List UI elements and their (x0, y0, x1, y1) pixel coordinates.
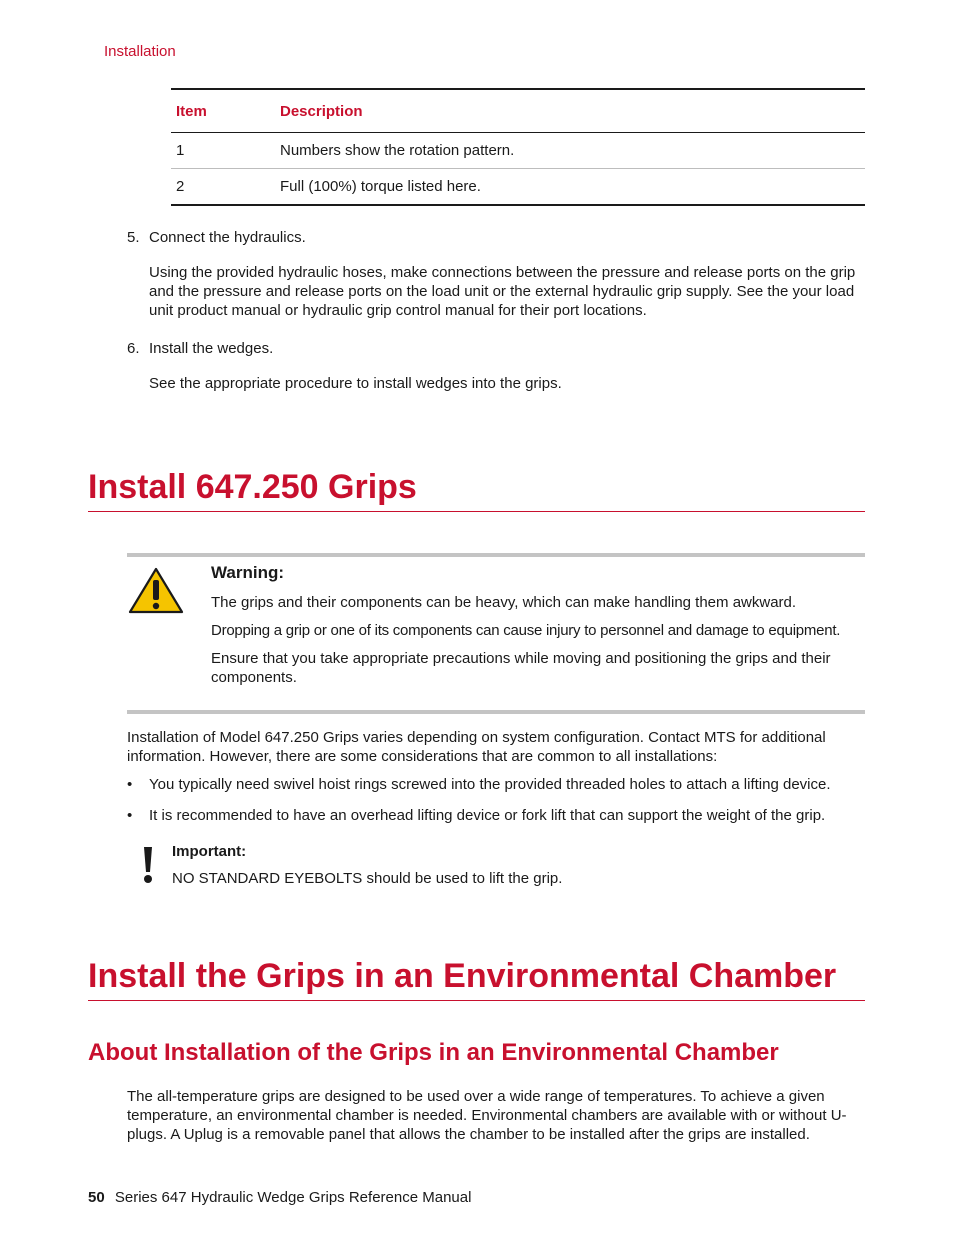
intro-paragraph: Installation of Model 647.250 Grips varies depending on system configuration. Contact MTS for additional information. However, there are some considerations that are common to all installations: (127, 729, 826, 765)
important-text: NO STANDARD EYEBOLTS should be used to lift the grip. (172, 870, 563, 887)
subsection-heading: About Installation of the Grips in an Environmental Chamber (88, 1039, 779, 1066)
table-cell-description: Numbers show the rotation pattern. (280, 142, 515, 159)
manual-title: Series 647 Hydraulic Wedge Grips Reference Manual (114, 1189, 472, 1206)
table-cell-description: Full (100%) torque listed here. (280, 178, 481, 195)
warning-line: The grips and their components can be heavy, which can make handling them awkward. (211, 594, 797, 611)
section-heading-environmental-chamber: Install the Grips in an Environmental Chamber (88, 956, 865, 1001)
list-item-text: You typically need swivel hoist rings screwed into the provided threaded holes to attach a lifting device. (149, 776, 831, 793)
table-cell-item: 1 (176, 142, 185, 159)
step-title: Install the wedges. (149, 340, 274, 357)
bullet-symbol: • (127, 776, 133, 793)
column-header-item: Item (176, 102, 207, 120)
table-row (171, 133, 865, 169)
page-number: 50 (88, 1189, 105, 1206)
warning-top-rule (127, 553, 865, 557)
warning-line: Ensure that you take appropriate precautions while moving and positioning the grips and their components. (211, 650, 831, 686)
step-number: 5. (127, 229, 140, 246)
important-title: Important: (172, 843, 247, 860)
table-row (171, 169, 865, 206)
list-item-text: It is recommended to have an overhead lifting device or fork lift that can support the weight of the grip. (149, 807, 826, 824)
exclamation-icon (140, 845, 156, 889)
warning-bottom-rule (127, 710, 865, 714)
table-header-row (171, 89, 865, 133)
page-footer (88, 1189, 471, 1206)
warning-line: Dropping a grip or one of its components can cause injury to personnel and damage to equipment. (211, 622, 841, 639)
step-6-body: See the appropriate procedure to install wedges into the grips. (149, 375, 562, 392)
bullet-symbol: • (127, 807, 133, 824)
step-title: Connect the hydraulics. (149, 229, 306, 246)
warning-triangle-icon (128, 566, 184, 620)
warning-title: Warning: (211, 563, 285, 582)
section-heading-install-647-250: Install 647.250 Grips (88, 467, 865, 512)
column-header-description: Description (280, 102, 363, 120)
step-5-body: Using the provided hydraulic hoses, make connections between the pressure and release ports on the grip and the pressure and release ports on the load unit or the external hydraulic grip supply. See the your load unit product manual or hydraulic grip control manual for their port locations. (149, 264, 856, 319)
running-header: Installation (104, 43, 176, 60)
item-description-table (171, 88, 865, 206)
table-cell-item: 2 (176, 178, 185, 195)
step-number: 6. (127, 340, 140, 357)
chamber-paragraph: The all-temperature grips are designed to be used over a wide range of temperatures. To achieve a given temperature, an environmental chamber is needed. Environmental chambers are available with or without U-plugs. A Uplug is a removable panel that allows the chamber to be installed after the grips are installed. (127, 1088, 847, 1143)
